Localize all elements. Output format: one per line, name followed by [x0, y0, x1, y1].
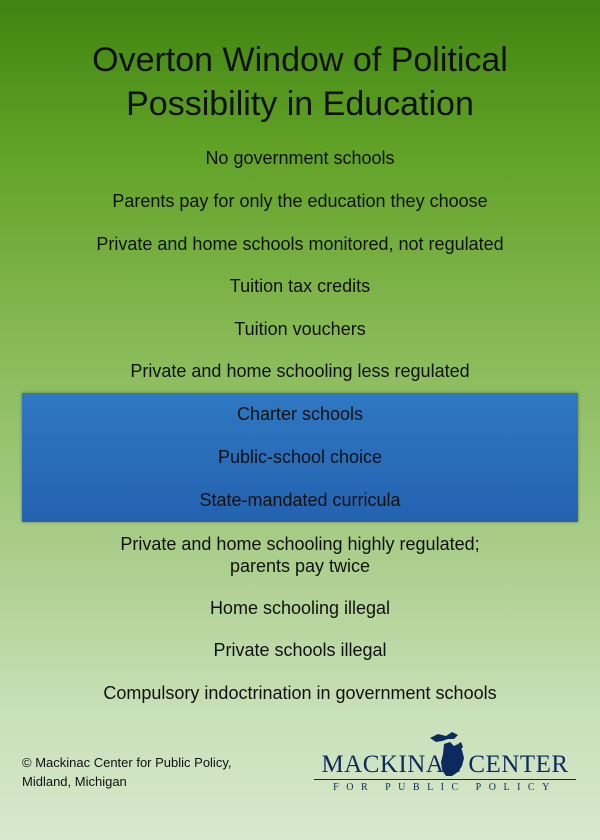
spectrum-item: No government schools [205, 148, 395, 168]
window-item: State-mandated curricula [199, 490, 401, 510]
title-line-2: Possibility in Education [126, 85, 474, 123]
spectrum-item: Parents pay for only the education they choose [112, 191, 488, 211]
mackinac-center-logo [310, 730, 580, 800]
copyright-notice: © Mackinac Center for Public Policy, Midland, Michigan [22, 755, 232, 789]
spectrum-item: Tuition vouchers [234, 319, 366, 339]
logo-divider [314, 779, 576, 780]
spectrum-item: Private and home schools monitored, not regulated [96, 234, 504, 254]
spectrum-item: Private and home schooling less regulated [130, 361, 470, 381]
spectrum-item: Home schooling illegal [209, 598, 391, 618]
spectrum-item: Private schools illegal [213, 640, 387, 660]
window-item: Charter schools [236, 404, 364, 424]
logo-wordmark: MACKINAC CENTER [321, 751, 569, 778]
spectrum-item: Tuition tax credits [229, 276, 371, 296]
spectrum-item: Compulsory indoctrination in government schools [103, 683, 497, 703]
diagram-title [0, 38, 600, 126]
spectrum-item: Private and home schooling highly regulated; parents pay twice [120, 534, 480, 576]
title-line-1: Overton Window of Political [92, 41, 508, 79]
window-item: Public-school choice [217, 447, 383, 467]
logo-tagline: FOR PUBLIC POLICY [333, 782, 557, 793]
